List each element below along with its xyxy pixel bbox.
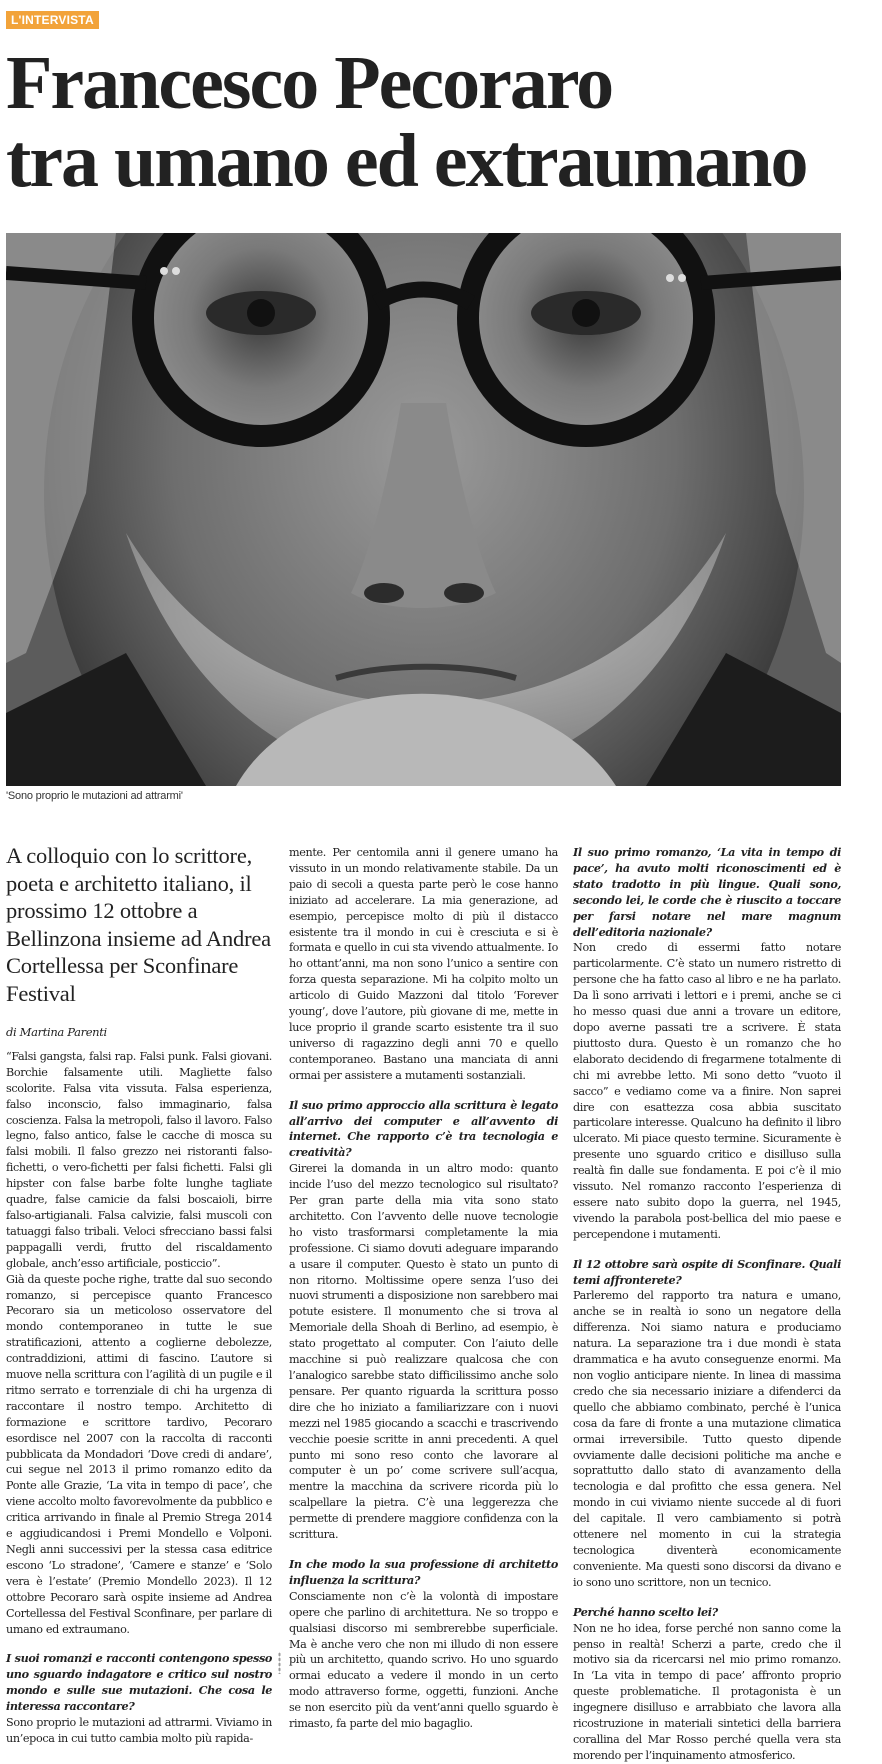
byline: di Martina Parenti [6,1025,107,1039]
answer: Non credo di essermi fatto notare particolarmente. C’è stato un numero ristretto di persone che ha fatto caso al libro e ne ha parlato. Da lì sono arrivati i lettori e i premi, anche se ci ho messo quasi due anni a trovare un editore, dopo averne passati tre a scrivere. È stata piuttosto dura. Questo è un romanzo che ho elaborato decidendo di fregarmene totalmente di chi mi avrebbe letto. Mi sono detto “vuoto il sacco” e vediamo come va a finire. Non saprei dire con esattezza cosa abbia suscitato particolare interesse. Qualcuno ha definito il libro ulcerato. Mi piace questo termine. Sicuramente è presente uno sguardo critico e disilluso sulla realtà fin dalle sue fondamenta. E poi c’è il mio vissuto. Nel romanzo racconto l’esperienza di essere nato subito dopo la guerra, nel 1945, vivendo la parabola post-bellica del mio paese e percependone i mutamenti. [573,941,841,1241]
headline [6,41,876,203]
answer: Non ne ho idea, forse perché non sanno come la penso in realtà! Scherzi a parte, credo che il motivo sia da ricercarsi nel mio primo romanzo. In ‘La vita in tempo di pace’ affronto proprio queste problematiche. Il protagonista è un ingegnere disilluso e arrabbiato che lavora alla ricostruzione in materiali sintetici della barriera corallina del Mar Rosso perché quella vera sta morendo per l’inquinamento atmosferico. [573,1621,841,1762]
question: I suoi romanzi e racconti contengono spesso uno sguardo indagatore e critico sul nostro mondo e sulle sue mutazioni. Che cosa le interessa raccontare? [6,1651,272,1714]
column-2 [289,845,558,1732]
photo-caption: 'Sono proprio le mutazioni ad attrarmi' [6,790,183,802]
answer-continued: mente. Per centomila anni il genere umano ha vissuto in un mondo relativamente stabile. Da un paio di secoli a questa parte però le cose hanno iniziato ad accelerare. La mia generazione, ad esempio, percepisce molto di più il distacco esistente tra il mondo in cui è cresciuta e si è formata e quello in cui sta vivendo attualmente. Io ho ottant’anni, ma non sono l’unico a sentire con forza questa separazione. Mi ha colpito molto un articolo di Guido Mazzoni dal titolo ‘Forever young’, dove l’autore, più giovane di me, mette in luce proprio il grande scarto esistente tra il suo universo di ragazzino degli anni 70 e quello contemporaneo. Bastano una manciata di anni ormai per assistere a mutamenti sostanziali. [289,846,558,1082]
intro-paragraph: Già da queste poche righe, tratte dal suo secondo romanzo, si percepisce quanto Francesco Pecoraro sia un meticoloso osservatore del mondo contemporaneo in tutte le sue stratificazioni, attento a coglierne debolezze, contraddizioni, attimi di fascino. L’autore si muove nella scrittura con l’agilità di un pugile e il ritmo serrato e torrenziale di chi ha urgenza di raccontare il nostro tempo. Architetto di formazione e scrittore tardivo, Pecoraro esordisce nel 2007 con la raccolta di racconti pubblicata da Mondadori ‘Dove credi di andare’, cui segue nel 2013 il primo romanzo edito da Ponte alle Grazie, ‘La vita in tempo di pace’, che viene accolto molto favorevolmente da pubblico e critica arrivando in finale al Premio Strega 2014 e aggiudicandosi i Premi Mondello e Volponi. Negli anni successivi per la stessa casa editrice escono ‘Lo stradone’, ‘Camere e stanze’ e ‘Solo vera è l’estate’ (Premio Mondello 2023). Il 12 ottobre Pecoraro sarà ospite insieme ad Andrea Cortellessa del Festival Sconfinare, per parlare di umano ed extraumano. [6,1272,272,1636]
answer: Consciamente non c’è la volontà di impostare opere che parlino di architettura. Ne so troppo e qualsiasi discorso mi sembrerebbe superficiale. Ma è anche vero che non mi illudo di non essere più un architetto, quando scrivo. Ho uno sguardo ormai educato a vedere il mondo in un certo modo attraverso forme, oggetti, funzioni. Anche se non esercito più da vent’anni quello sguardo è rimasto, fa parte del mio bagaglio. [289,1589,558,1731]
question: Perché hanno scelto lei? [573,1604,718,1619]
headline-line-2: tra umano ed extraumano [6,119,807,203]
answer: Sono proprio le mutazioni ad attrarmi. Viviamo in un’epoca in cui tutto cambia molto più rapida- [6,1716,272,1745]
section-kicker: L'INTERVISTA [6,11,99,29]
answer: Parleremo del rapporto tra natura e umano, anche se in realtà io sono un negatore della differenza. Noi siamo natura e produciamo natura. La separazione tra i due mondi è stata drammatica e ha avuto conseguenze enormi. Ma non voglio anticipare niente. In linea di massima credo che sia necessario iniziare a difenderci da quello che abbiamo combinato, perché è l’unica cosa da fare di fronte a una mutazione climatica ormai irreversibile. Tutto questo dipende ovviamente dalle decisioni politiche ma anche e soprattutto dallo stato di avanzamento della tecnologia e dal profitto che essa genera. Nel mondo in cui viviamo niente succede al di fuori del capitale. Il vero cambiamento si potrà ottenere nel momento in cui la strategia tecnologica diventerà economicamente conveniente. Ma questi sono discorsi da divano e io sono uno scrittore, non un tecnico. [573,1289,841,1589]
question: Il 12 ottobre sarà ospite di Sconfinare. Quali temi affronterete? [573,1256,841,1287]
question: Il suo primo approccio alla scrittura è legato all’arrivo dei computer e all’avvento di internet. Che rapporto c’è tra tecnologia e creatività? [289,1097,558,1160]
column-1 [6,842,272,1747]
question: In che modo la sua professione di architetto influenza la scrittura? [289,1556,558,1587]
answer: Girerei la domanda in un altro modo: quanto incide l’uso del mezzo tecnologico sul risultato? Per gran parte della mia vita sono stato architetto. Con l’avvento delle nuove tecnologie ho visto trasformarsi completamente la mia professione. Ci siamo dovuti adeguare imparando a usare il computer. Questo è stato un punto di non ritorno. Moltissime opere senza l’uso dei nuovi strumenti a disposizione non sarebbero mai potute esistere. Il monumento che si trova al Memoriale della Shoah di Berlino, ad esempio, è stato progettato al computer. Con l’aiuto delle macchine si può realizzare qualcosa che con l’analogico sarebbe stato difficilissimo anche solo pensare. Per quanto riguarda la scrittura posso dire che ho iniziato a familiarizzare con i nuovi mezzi nel 1985 giocando a scacchi e trascrivendo vecchie poesie scritte in anni precedenti. A quel punto mi sono reso conto che lavorare al computer è un po’ come scrivere sull’acqua, mentre la macchina da scrivere ricorda più lo scalpellare la pietra. C’è una leggerezza che permette di prendere maggiore confidenza con la scrittura. [289,1162,558,1542]
portrait-illustration [6,233,841,786]
column-3 [573,845,841,1764]
question: Il suo primo romanzo, ‘La vita in tempo di pace’, ha avuto molti riconoscimenti ed è stato tradotto in più lingue. Quali sono, secondo lei, le corde che è riuscito a toccare per farsi notare nel mare magnum dell’editoria nazionale? [573,845,841,939]
headline-line-1: Francesco Pecoraro [6,41,613,125]
page-resize-handle[interactable] [278,1652,281,1674]
lead-paragraph: A colloquio con lo scrittore, poeta e architetto italiano, il prossimo 12 ottobre a Bellinzona insieme ad Andrea Cortellessa per Sconfinare Festival [6,843,271,1006]
opening-quote: “Falsi gangsta, falsi rap. Falsi punk. Falsi giovani. Borchie falsamente utili. Magliette falso scolorite. Falsa vita vissuta. Falsa esperienza, falso inconscio, falso immaginario, falsa coscienza. Falsa la metropoli, falso il lavoro. Falso legno, falso antico, false le cacche di mosca su falsi mobili. Il falso grezzo nei ristoranti falso-fichetti, o vero-fichetti per falsi fichetti. Falsi gli hipster con false barbe folte lunghe tagliate quadre, false camicie da falsi boscaioli, birre falso-artigianali. Falsa calvizie, falsi muscoli con tatuaggi falso tribali. Veloci sfrecciano bassi falsi pappagalli verdi, frutto del riscaldamento globale, anch’esso artificiale, posticcio”. [6,1049,272,1270]
portrait-photo [6,233,841,786]
